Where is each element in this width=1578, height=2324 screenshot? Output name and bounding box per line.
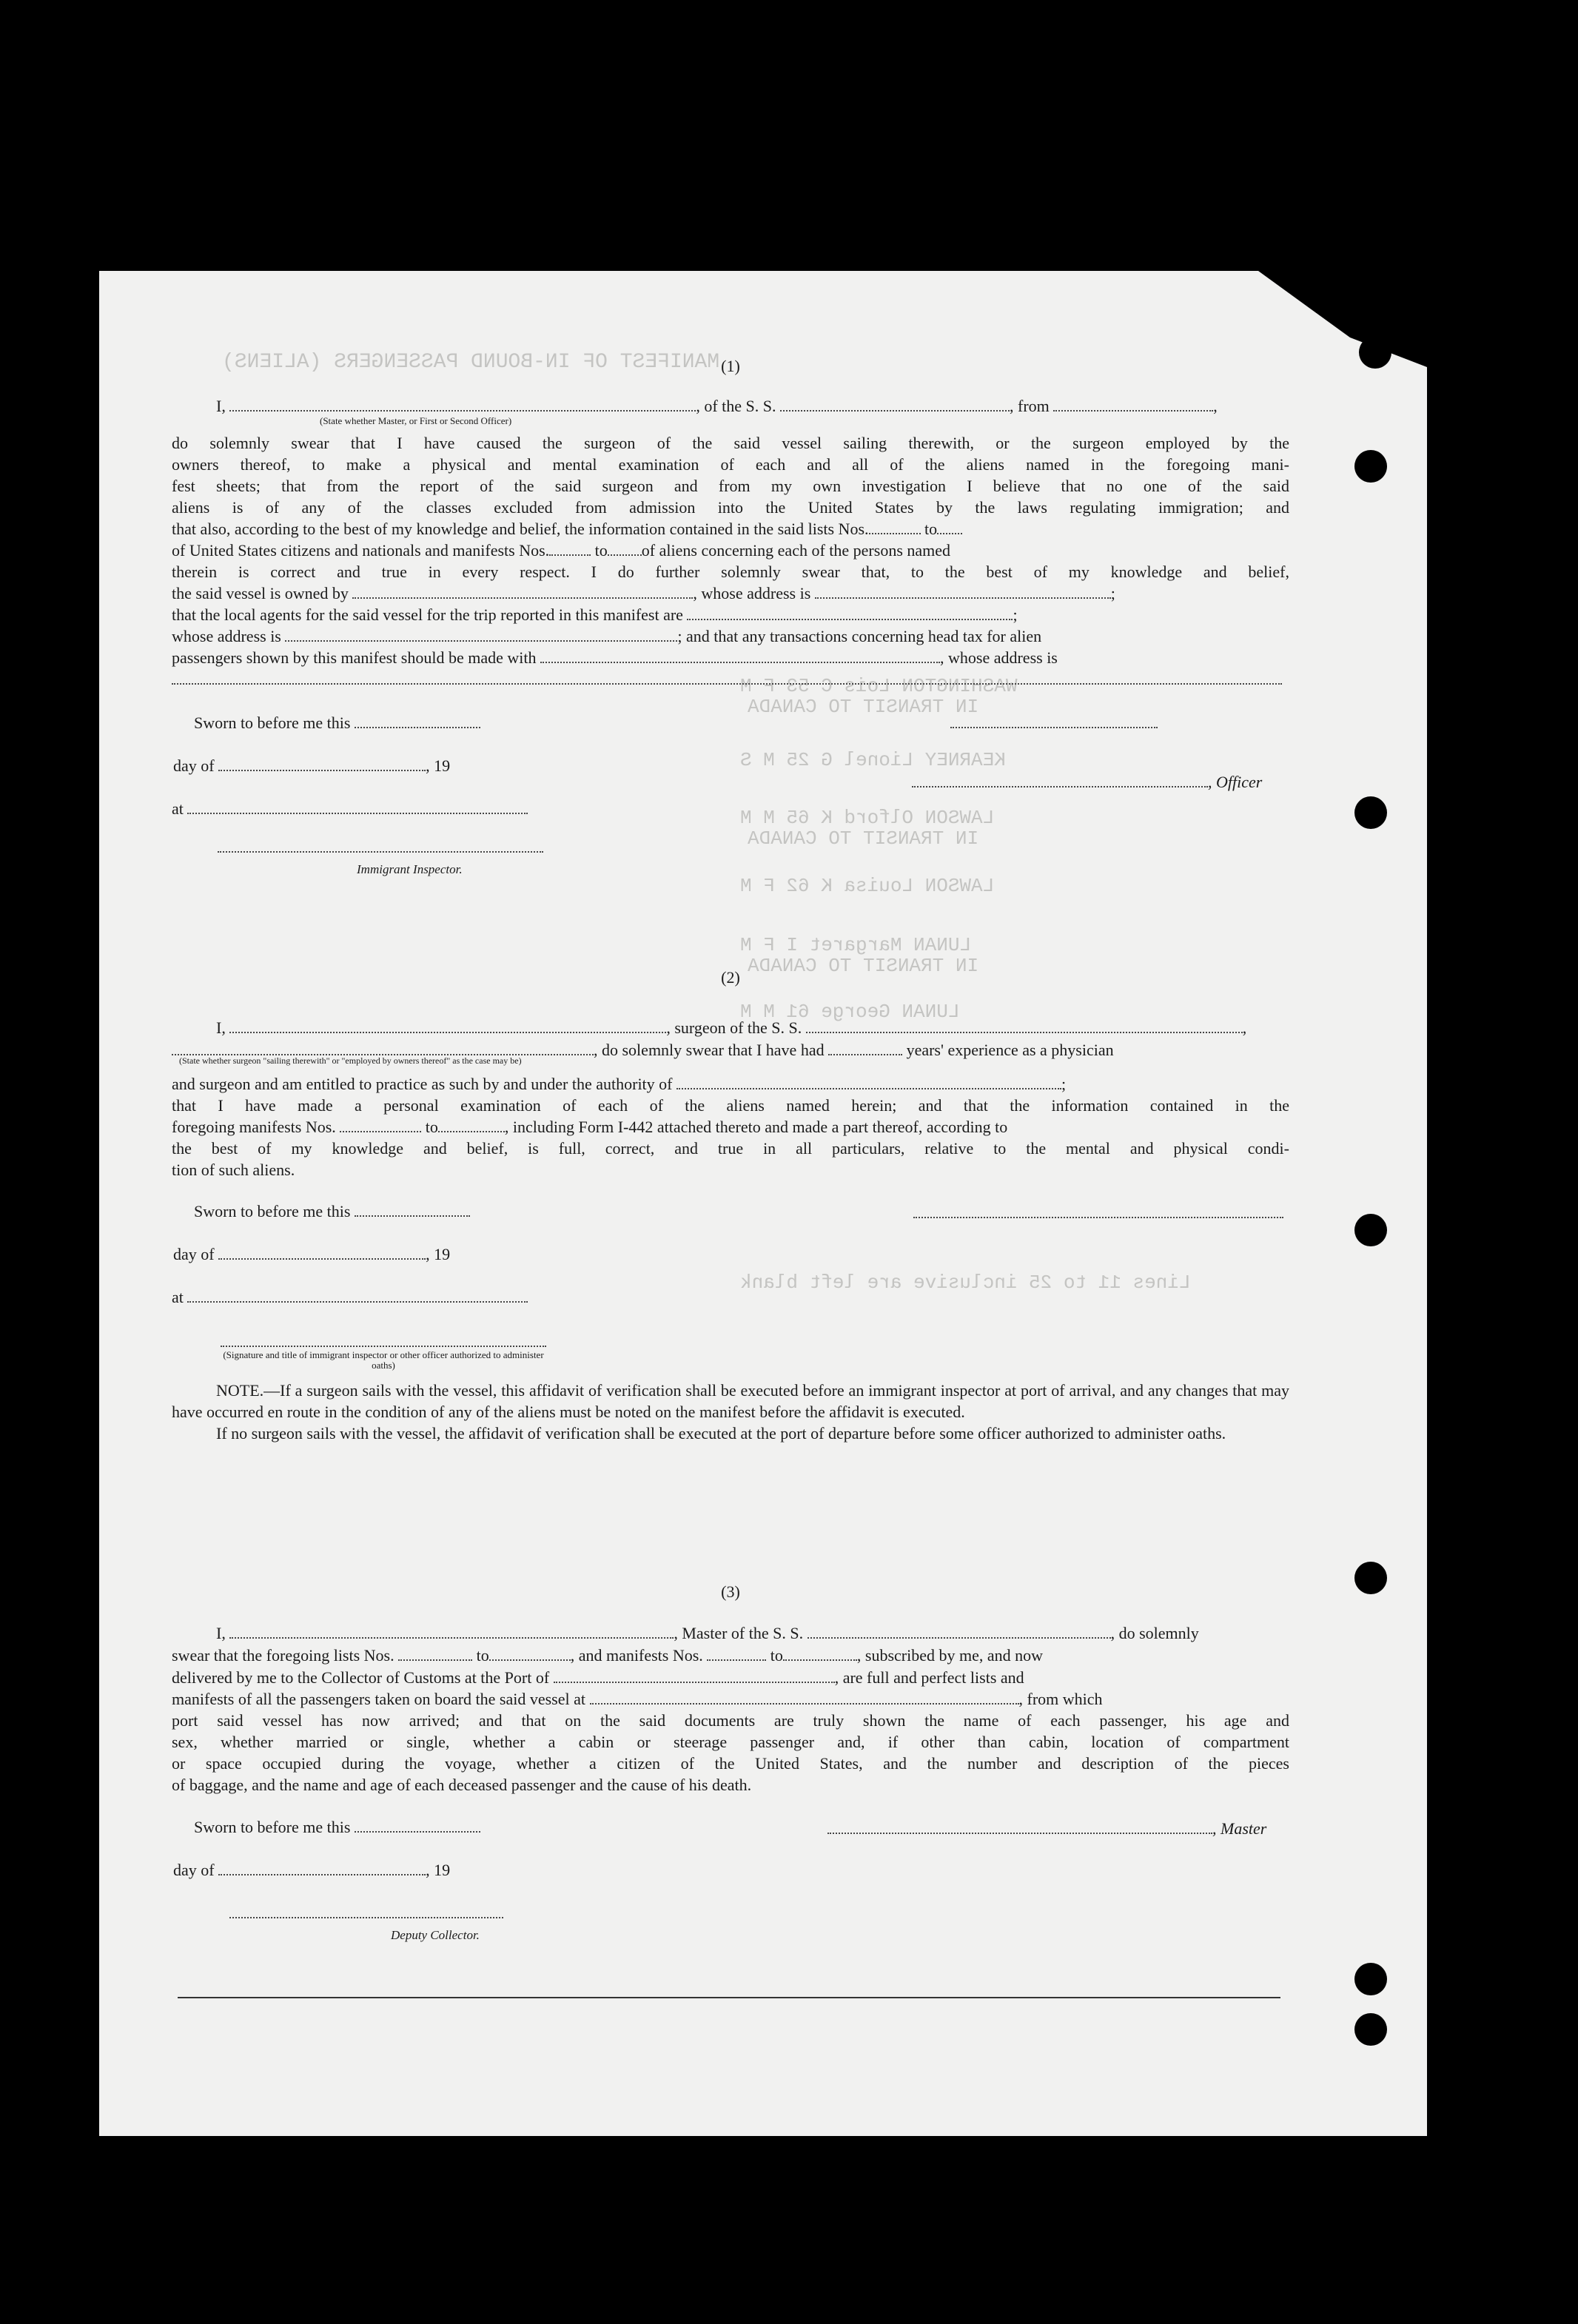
affidavit-line: tion of such aliens.	[172, 1161, 295, 1179]
sworn-month-field[interactable]	[218, 756, 426, 771]
lists-from-field[interactable]	[869, 520, 921, 534]
affidavit-line: owners thereof, to make a physical and mental examination of each and all of the aliens named in the foregoing mani-	[172, 455, 1289, 474]
master-line: I, , Master of the S. S. , do solemnly	[216, 1624, 1199, 1642]
vessel-name-field[interactable]	[780, 397, 1010, 412]
embark-line: manifests of all the passengers taken on board the said vessel at , from which	[172, 1690, 1103, 1708]
embark-port-field[interactable]	[590, 1690, 1019, 1705]
s3-sworn-month-field[interactable]	[218, 1861, 426, 1875]
affidavit-line: therein is correct and true in every respect. I do further solemnly swear that, to the best of my knowledge and belief,	[172, 562, 1289, 581]
surgeon-status-field[interactable]	[172, 1041, 594, 1055]
master-signature-line: , Master	[827, 1818, 1266, 1839]
line-i: I, , of the S. S. , from ,	[216, 397, 1218, 415]
note-text-2: If no surgeon sails with the vessel, the affidavit of verification shall be executed at the port of departure before some officer authorized to administer oaths.	[216, 1424, 1226, 1443]
experience-line: , do solemnly swear that I have had years' experience as a physician	[172, 1039, 1114, 1061]
s3-sworn-day-field[interactable]	[355, 1818, 480, 1833]
punch-hole	[1354, 2013, 1387, 2046]
s3-manifests-from-field[interactable]	[707, 1646, 766, 1661]
manifests-to-field[interactable]	[608, 541, 642, 556]
s3-lists-to-field[interactable]	[489, 1646, 571, 1661]
affidavit-line: do solemnly swear that I have caused the surgeon of the said vessel sailing therewith, or the surgeon employed by the	[172, 434, 1289, 452]
sworn-line: Sworn to before me this	[194, 712, 480, 733]
sworn-day-field[interactable]	[355, 713, 480, 728]
note-label: NOTE.	[216, 1381, 264, 1400]
affidavit-line: the said vessel is owned by , whose address is ;	[172, 584, 1115, 602]
local-agents-field[interactable]	[687, 605, 1013, 620]
surgeon-name-field[interactable]	[229, 1018, 666, 1033]
affidavit-line: fest sheets; that from the report of the said surgeon and from my own investigation I believe that no one of the said	[172, 477, 1289, 495]
day-of-line: day of , 19	[173, 1245, 451, 1263]
sworn-line: Sworn to before me this	[194, 1200, 470, 1222]
affidavit-line: passengers shown by this manifest should be made with , whose address is	[172, 648, 1058, 667]
s3-manifests-to-field[interactable]	[783, 1646, 857, 1661]
affidavit-line: foregoing manifests Nos. to , including Form I-442 attached thereto and made a part thereof, according to	[172, 1118, 1008, 1136]
bleed-row: LAWSON Louisa K 62 F M	[740, 875, 995, 897]
deputy-collector-signature-field[interactable]	[229, 1904, 503, 1918]
officer-rank-note: (State whether Master, or First or Second Officer)	[320, 415, 512, 426]
lists-to-field[interactable]	[937, 520, 962, 534]
affidavit-line: the best of my knowledge and belief, is full, correct, and true in all particulars, relative to the mental and physical condi-	[172, 1139, 1289, 1158]
punch-hole	[1354, 1214, 1387, 1246]
punch-hole	[1359, 336, 1391, 369]
head-tax-agent-field[interactable]	[540, 648, 940, 663]
affidavit-line: and surgeon and am entitled to practice as such by and under the authority of ;	[172, 1075, 1067, 1093]
surgeon-signature-field[interactable]	[913, 1203, 1283, 1218]
bleed-row: LAWSON Olford K 65 M M	[740, 807, 995, 829]
master-vessel-field[interactable]	[808, 1624, 1111, 1639]
s2-sworn-place-field[interactable]	[187, 1288, 528, 1303]
section-heading: (2)	[721, 968, 740, 987]
affidavit-line: aliens is of any of the classes excluded from admission into the United States by the laws regulating immigration; and	[172, 498, 1289, 517]
officer-title-field[interactable]	[912, 773, 1208, 787]
s2-manifests-from-field[interactable]	[340, 1118, 421, 1132]
s2-manifests-to-field[interactable]	[438, 1118, 505, 1132]
from-port-field[interactable]	[1053, 397, 1213, 412]
day-of-line: day of , 19	[173, 756, 451, 775]
affidavit-line: of baggage, and the name and age of each deceased passenger and the cause of his death.	[172, 1776, 752, 1794]
arrival-port-field[interactable]	[554, 1668, 835, 1683]
authority-field[interactable]	[676, 1075, 1061, 1089]
sworn-place-field[interactable]	[187, 799, 528, 814]
port-line: delivered by me to the Collector of Customs at the Port of , are full and perfect lists and	[172, 1668, 1024, 1687]
bleed-title: MANIFEST OF IN-BOUND PASSENGERS (ALIENS)	[222, 351, 720, 374]
deputy-sign-wrap	[229, 1902, 503, 1924]
affidavit-line: that the local agents for the said vessel for the trip reported in this manifest are ;	[172, 605, 1018, 624]
master-name-field[interactable]	[229, 1624, 674, 1639]
s3-lists-from-field[interactable]	[398, 1646, 472, 1661]
s2-sworn-day-field[interactable]	[355, 1202, 470, 1217]
owner-field[interactable]	[352, 584, 693, 599]
surgeon-line: I, , surgeon of the S. S. ,	[216, 1018, 1247, 1037]
section-heading: (1)	[721, 357, 740, 375]
punch-hole	[1354, 450, 1387, 483]
bleed-row: WASHINGTON Lois C 53 F M	[740, 675, 1018, 697]
surgeon-vessel-field[interactable]	[806, 1018, 1243, 1033]
note-text: —If a surgeon sails with the vessel, this affidavit of verification shall be executed before an immigrant inspector at port of arrival, and any changes that may have occurred en route in the condition of any of the aliens must be noted on the manifest before the affidavit is executed.	[172, 1381, 1289, 1421]
bleed-row: IN TRANSIT TO CANADA	[748, 955, 979, 977]
affidavit-line: or space occupied during the voyage, whether a citizen of the United States, and the number and description of the pieces	[172, 1754, 1289, 1773]
surgeon-sign-wrap	[913, 1202, 1283, 1223]
bleed-row: KEARNEY Lionel G 25 M S	[740, 749, 1006, 771]
bleed-row: Lines 11 to 25 inclusive are left blank	[740, 1272, 1191, 1294]
at-line: at	[172, 1286, 528, 1308]
s2-inspector-signature-field[interactable]	[221, 1332, 546, 1347]
punch-hole	[1354, 1963, 1387, 1995]
officer-line: , Officer	[912, 771, 1262, 793]
affidavit-line	[172, 668, 1289, 690]
owner-address-field[interactable]	[815, 584, 1111, 599]
master-signature-field[interactable]	[827, 1819, 1212, 1834]
punch-hole	[1354, 796, 1387, 829]
inspector-signature-field[interactable]	[218, 838, 543, 853]
deputy-caption: Deputy Collector.	[391, 1928, 480, 1942]
years-experience-field[interactable]	[828, 1041, 902, 1055]
lists-line: swear that the foregoing lists Nos. to , and manifests Nos. to , subscribed by me, and now	[172, 1646, 1044, 1665]
affidavit-line: that also, according to the best of my knowledge and belief, the information contained in the said lists Nos. to	[172, 518, 1289, 540]
bleed-row: IN TRANSIT TO CANADA	[748, 827, 979, 850]
punch-hole	[1354, 1562, 1387, 1594]
head-tax-address-field[interactable]	[172, 670, 1282, 685]
bleed-row: LUNAN George 61 M M	[740, 1001, 960, 1023]
note-block	[172, 1380, 1289, 1444]
at-line: at	[172, 798, 528, 819]
affidavit-line: sex, whether married or single, whether a cabin or steerage passenger and, if other than cabin, location of compartment	[172, 1733, 1289, 1751]
affidavit-line: port said vessel has now arrived; and that on the said documents are truly shown the name of each passenger, his age and	[172, 1711, 1289, 1730]
inspector-caption: Immigrant Inspector.	[357, 862, 463, 876]
inspector-sign-wrap	[218, 836, 543, 858]
agents-address-field[interactable]	[285, 627, 677, 642]
s2-sworn-month-field[interactable]	[218, 1245, 426, 1260]
section-heading: (3)	[721, 1582, 740, 1601]
affidavit-line: that I have made a personal examination of each of the aliens named herein; and that the information contained in the	[172, 1096, 1289, 1115]
bleed-row: IN TRANSIT TO CANADA	[748, 696, 979, 718]
officer-signature-field[interactable]	[950, 713, 1158, 728]
signature-title-note: (Signature and title of immigrant inspector or other officer authorized to administer oaths)	[223, 1349, 544, 1371]
manifests-from-field[interactable]	[549, 541, 591, 556]
affidavit-line: whose address is ; and that any transactions concerning head tax for alien	[172, 627, 1042, 645]
bottom-rule	[178, 1997, 1280, 1998]
day-of-line: day of , 19	[173, 1861, 451, 1879]
officer-name-field[interactable]	[229, 397, 696, 412]
surgeon-status-note: (State whether surgeon "sailing therewith" or "employed by owners thereof" as the case may be)	[179, 1055, 522, 1066]
sworn-line: Sworn to before me this	[194, 1816, 480, 1838]
officer-signature-field-top	[950, 712, 1158, 733]
affidavit-line: of United States citizens and nationals and manifests Nos. to of aliens concerning each of the persons named	[172, 541, 951, 560]
bleed-row: LUNAN Margaret I F M	[740, 934, 972, 956]
